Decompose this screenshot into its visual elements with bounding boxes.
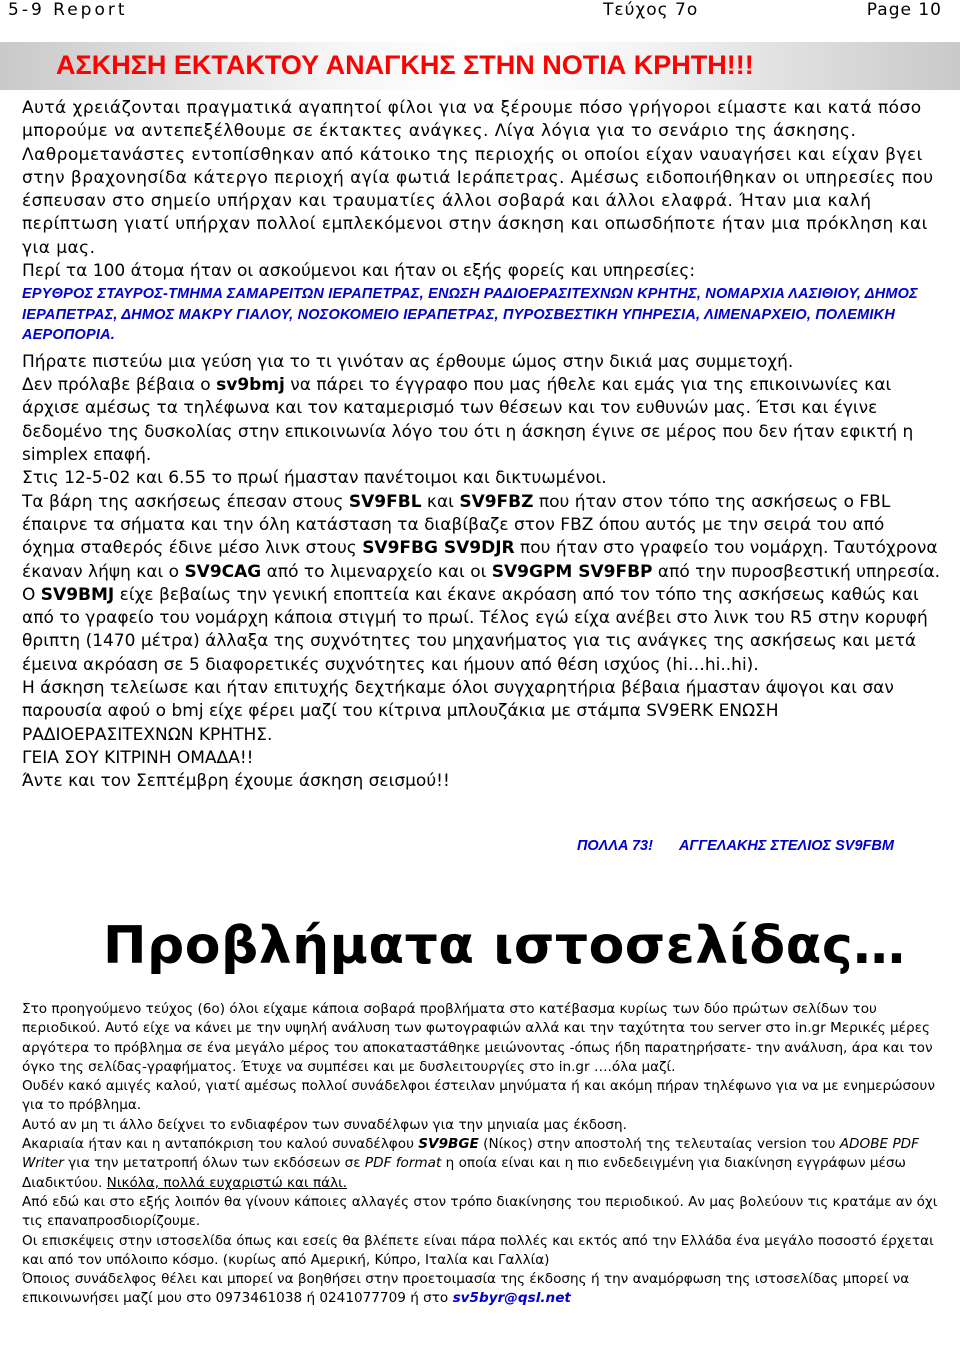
article1-para5: Στις 12-5-02 και 6.55 το πρωί ήμασταν πανέτοιμοι και δικτυωμένοι. xyxy=(22,468,607,489)
article1-body xyxy=(22,97,942,794)
article2-para7: Όποιος συνάδελφος θέλει και μπορεί να βοηθήσει στην προετοιμασία της έκδοσης ή την αναμόρφωση της ιστοσελίδας μπορεί να επικοινωνήσει μαζί μου στο 0973461038 ή 0241077709 ή στο sv5byr@qsl.net xyxy=(22,1271,910,1307)
callsign: SV9CAG xyxy=(184,561,262,582)
callsign: SV9BMJ xyxy=(40,584,115,605)
report-name: 5-9 Report xyxy=(8,0,128,20)
article2-title: Προβλήματα ιστοσελίδας… xyxy=(103,916,906,976)
article2-para2: Ουδέν κακό αμιγές καλού, γιατί αμέσως πολλοί συνάδελφοι έστειλαν μηνύματα ή και ακόμη πήραν τηλέφωνο για να με ενημερώσουν για το πρόβλημα. xyxy=(22,1078,935,1114)
page-number: Page 10 xyxy=(866,0,942,20)
callsign: SV9FBG SV9DJR xyxy=(362,538,515,559)
article1-para2: Περί τα 100 άτομα ήταν οι ασκούμενοι και ήταν οι εξής φορείς και υπηρεσίες: xyxy=(22,261,696,282)
article1-para7: Η άσκηση τελείωσε και ήταν επιτυχής δεχτήκαμε όλοι συγχαρητήρια βέβαια ήμασταν άψογοι και σαν παρουσία αφού ο bmj είχε φέρει μαζί του κίτρινα μπλουζάκια με στάμπα SV9ERK ΕΝΩΣΗ ΡΑΔΙΟΕΡΑΣΙΤΕΧΝΩΝ ΚΡΗΤΗΣ. xyxy=(22,678,894,745)
article2-para6: Οι επισκέψεις στην ιστοσελίδα όπως και εσείς θα βλέπετε είναι πάρα πολλές και εκτός από την Ελλάδα ένα μεγάλο ποσοστό έρχεται και από τον υπόλοιπο κόσμο. (κυρίως από Αμερική, Κύπρο, Ιταλία και Γαλλία) xyxy=(22,1232,934,1268)
format-name: PDF format xyxy=(364,1155,442,1172)
article1-para8: ΓΕΙΑ ΣΟΥ ΚΙΤΡΙΝΗ ΟΜΑΔΑ!! xyxy=(22,747,254,768)
signature-author: ΑΓΓΕΛΑΚΗΣ ΣΤΕΛΙΟΣ SV9FBM xyxy=(678,838,894,854)
email-link[interactable]: sv5byr@qsl.net xyxy=(452,1290,571,1307)
issue-number: Τεύχος 7ο xyxy=(603,0,699,20)
article1-para9: Άντε και τον Σεπτέμβρη έχουμε άσκηση σεισμού!! xyxy=(22,771,450,792)
article1-banner xyxy=(0,42,960,90)
software-name: ADOBE PDF Writer xyxy=(22,1136,919,1172)
article1-signature xyxy=(577,838,894,854)
article2-body xyxy=(22,1000,947,1309)
participating-organizations: ΕΡΥΘΡΟΣ ΣΤΑΥΡΟΣ-ΤΜΗΜΑ ΣΑΜΑΡΕΙΤΩΝ ΙΕΡΑΠΕΤΡΑΣ, ΕΝΩΣΗ ΡΑΔΙΟΕΡΑΣΙΤΕΧΝΩΝ ΚΡΗΤΗΣ, ΝΟΜΑΡΧΙΑ ΛΑΣΙΘΙΟΥ, ΔΗΜΟΣ ΙΕΡΑΠΕΤΡΑΣ, ΔΗΜΟΣ ΜΑΚΡΥ ΓΙΑΛΟΥ, ΝΟΣΟΚΟΜΕΙΟ ΙΕΡΑΠΕΤΡΑΣ, ΠΥΡΟΣΒΕΣΤΙΚΗ ΥΠΗΡΕΣΙΑ, ΛΙΜΕΝΑΡΧΕΙΟ, ΠΟΛΕΜΙΚΗ ΑΕΡΟΠΟΡΙΑ. xyxy=(22,286,918,344)
article1-para1: Αυτά χρειάζονται πραγματικά αγαπητοί φίλοι για να ξέρουμε πόσο γρήγοροι είμαστε και κατά πόσο μπορούμε να αντεπεξέλθουμε σε έκτακτες ανάγκες. Λίγα λόγια για το σενάριο της άσκησης. Λαθρομετανάστες εντοπίσθηκαν από κάτοικο της περιοχής οι οποίοι είχαν ναυαγήσει και είχαν βγει στην βραχονησίδα κάτεργο περιοχή αγία φωτιά Ιεράπετρας. Αμέσως ειδοποιήθηκαν οι υπηρεσίες που έσπευσαν στο σημείο υπήρχαν και τραυματίες άλλοι σοβαρά και άλλοι ελαφρά. Ήταν μια καλή περίπτωση γιατί υπήρχαν πολλοί εμπλεκόμενοι στην άσκηση και οπωσδήποτε ήταν μια πρόκληση και για μας. xyxy=(22,98,934,258)
article2-para5: Από εδώ και στο εξής λοιπόν θα γίνουν κάποιες αλλαγές στον τρόπο διακίνησης του περιοδικού. Αν μας βολεύουν τις κρατάμε αν όχι τις επαναπροσδιορίζουμε. xyxy=(22,1193,938,1230)
page-header xyxy=(0,0,960,22)
article1-para3: Πήρατε πιστεύω μια γεύση για το τι γινόταν ας έρθουμε ώμος στην δικιά μας συμμετοχή. xyxy=(22,351,794,372)
callsign: SV9FBL xyxy=(348,491,422,512)
article1-para6: Τα βάρη της ασκήσεως έπεσαν στους SV9FBL και SV9FBZ που ήταν στον τόπο της ασκήσεως ο FBL έπαιρνε τα σήματα και την όλη κατάσταση τα διαβίβαζε στον FBZ όπου αυτός με την σειρά του από όχημα σταθερός έδινε μέσο λινκ στους SV9FBG SV9DJR που ήταν στο γραφείο του νομάρχη. Ταυτόχρονα έκαναν λήψη και ο SV9CAG από το λιμεναρχείο και οι SV9GPM SV9FBP από την πυροσβεστική υπηρεσία. Ο SV9BMJ είχε βεβαίως την γενική εποπτεία και έκανε ακρόαση από τον τόπο της ασκήσεως καθώς και από το γραφείο του νομάρχη κάποια στιγμή το πρωί. Τέλος εγώ είχα ανέβει στο λινκ του R5 στην κορυφή θριπτη (1470 μέτρα) άλλαξα της συχνότητες του μηχανήματος για τις ανάγκες της ασκήσεως και μετά έμεινα ακρόαση σε 5 διαφορετικές συχνότητες και ήμουν από θέση ισχύος (hi…hi..hi). xyxy=(22,491,941,675)
article2-para4: Ακαριαία ήταν και η ανταπόκριση του καλού συναδέλφου SV9BGE (Νίκος) στην αποστολή της τελευταίας version του ADOBE PDF Writer για την μετατροπή όλων των εκδόσεων σε PDF format η οποία είναι και η πιο ενδεδειγμένη για διακίνηση εγγράφων μέσω Διαδικτύου. Νικόλα, πολλά ευχαριστώ και πάλι. xyxy=(22,1136,919,1191)
callsign: SV9GPM SV9FBP xyxy=(491,561,653,582)
callsign: SV9FBZ xyxy=(459,491,534,512)
callsign: SV9BGE xyxy=(418,1136,479,1153)
article2-para3: Αυτό αν μη τι άλλο δείχνει το ενδιαφέρον των συναδέλφων για την μηνιαία μας έκδοση. xyxy=(22,1116,627,1133)
article1-para4: Δεν πρόλαβε βέβαια ο sv9bmj να πάρει το έγγραφο που μας ήθελε και εμάς για της επικοινωνίες και άρχισε αμέσως τα τηλέφωνα και τον καταμερισμό των θέσεων και τον ευθυνών μας. Έτσι και έγινε δεδομένο της δυσκολίας στην επικοινωνία λόγο του ότι η άσκηση έγινε σε μέρος που δεν ήταν εφικτή η simplex επαφή. xyxy=(22,375,914,466)
article2-para1: Στο προηγούμενο τεύχος (6ο) όλοι είχαμε κάποια σοβαρά προβλήματα στο κατέβασμα κυρίως των δύο πρώτων σελίδων του περιοδικού. Αυτό είχε να κάνει με την υψηλή ανάλυση των φωτογραφιών αλλά και την ταχύτητα του server στο in.gr Μερικές μέρες αργότερα το πρόβλημα σε ένα μεγάλο μέρος του αποκαταστάθηκε μειώνοντας -όπως ήδη παρατηρήσατε- την ανάλυση, άρα και τον όγκο της σελίδας-γραφήματος. Έτυχε να συμπέσει και με δυσλειτουργίες στο in.gr ….όλα μαζί. xyxy=(22,1001,933,1075)
article1-title: ΑΣΚΗΣΗ ΕΚΤΑΚΤΟΥ ΑΝΑΓΚΗΣ ΣΤΗΝ ΝΟΤΙΑ ΚΡΗΤΗ!!! xyxy=(56,50,754,80)
thanks-note: Νικόλα, πολλά ευχαριστώ και πάλι. xyxy=(106,1174,348,1191)
callsign: sv9bmj xyxy=(216,375,285,396)
signature-greeting: ΠΟΛΛΑ 73! xyxy=(577,838,653,854)
